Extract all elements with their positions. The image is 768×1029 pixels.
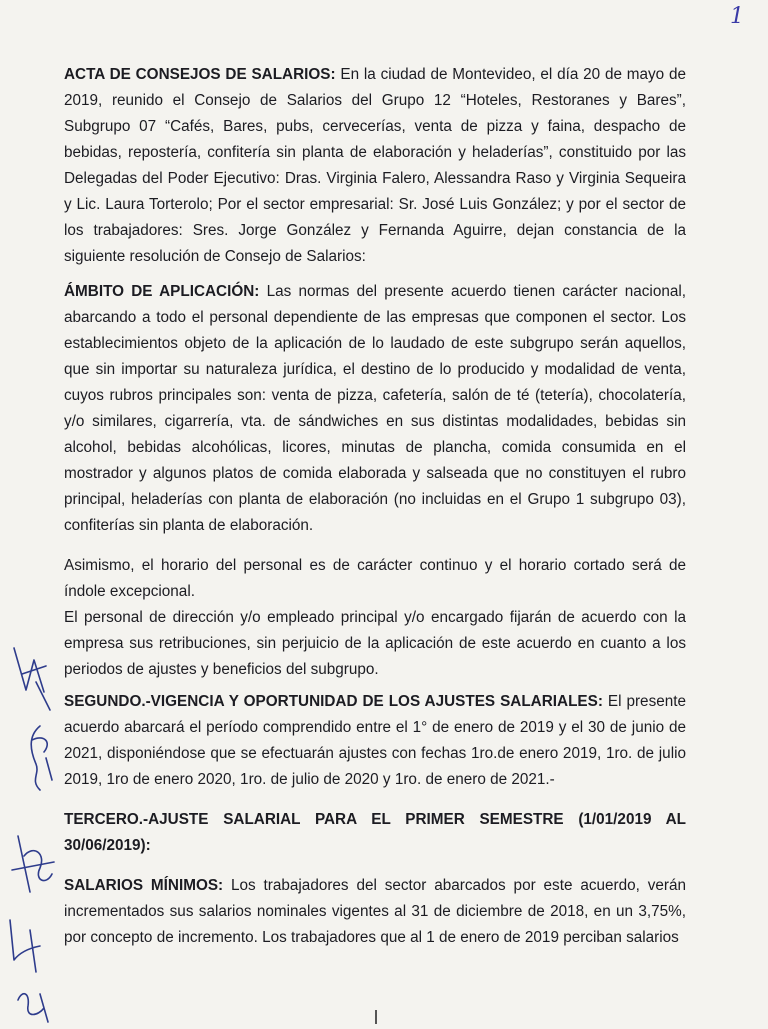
signature-marks-graphic	[0, 630, 64, 1024]
paragraph-personal-direccion	[64, 605, 686, 683]
paragraph-ambito	[64, 279, 686, 539]
paragraph-text: Las normas del presente acuerdo tienen carácter nacional, abarcando a todo el personal dependiente de las empresas que componen el sector. Los establecimientos objeto de la aplicación de lo laudado de este subgrupo serán aquellos, que sin importar su naturaleza jurídica, el destino de lo producido y modalidad de venta, cuyos rubros principales son: venta de pizza, cafetería, salón de té (tetería), chocolatería, y/o similares, cigarrería, vta. de sándwiches en sus distintas modalidades, bebidas sin alcohol, bebidas alcohólicas, licores, minutas de plancha, comida consumida en el mostrador y algunos platos de comida elaborada y salseada que no constituyen el rubro principal, heladerías con planta de elaboración (no incluidas en el Grupo 1 subgrupo 03), confiterías sin planta de elaboración.	[64, 283, 687, 534]
paragraph-heading: TERCERO.-AJUSTE SALARIAL PARA EL PRIMER SEMESTRE (1/01/2019 AL 30/06/2019):	[64, 811, 686, 854]
paragraph-salarios-minimos	[64, 873, 686, 951]
paragraph-text: El personal de dirección y/o empleado principal y/o encargado fijarán de acuerdo con la empresa sus retribuciones, sin perjuicio de la aplicación de este acuerdo en cuanto a los periodos de ajustes y beneficios del subgrupo.	[64, 609, 686, 678]
margin-signatures	[0, 630, 64, 1024]
paragraph-heading: SALARIOS MÍNIMOS:	[64, 877, 224, 894]
signature-stroke-2	[31, 726, 52, 790]
scan-mark	[375, 1010, 377, 1024]
signature-stroke-4	[10, 920, 40, 972]
paragraph-text: Asimismo, el horario del personal es de carácter continuo y el horario cortado será de índole excepcional.	[64, 557, 686, 600]
signature-stroke-1	[14, 648, 50, 710]
paragraph-text: En la ciudad de Montevideo, el día 20 de mayo de 2019, reunido el Consejo de Salarios del Grupo 12 “Hoteles, Restoranes y Bares”, Subgrupo 07 “Cafés, Bares, pubs, cervecerías, venta de pizza y faina, despacho de bebidas, repostería, confitería sin planta de elaboración y heladerías”, constituido por las Delegadas del Poder Ejecutivo: Dras. Virginia Falero, Alessandra Raso y Virginia Sequeira y Lic. Laura Torterolo; Por el sector empresarial: Sr. José Luis González; y por el sector de los trabajadores: Sres. Jorge González y Fernanda Aguirre, dejan constancia de la siguiente resolución de Consejo de Salarios:	[64, 66, 687, 265]
paragraph-horario	[64, 553, 686, 605]
document-body	[64, 62, 686, 951]
paragraph-heading: ÁMBITO DE APLICACIÓN:	[64, 283, 260, 300]
paragraph-tercero	[64, 807, 686, 859]
paragraph-heading: SEGUNDO.-VIGENCIA Y OPORTUNIDAD DE LOS AJUSTES SALARIALES:	[64, 693, 603, 710]
paragraph-acta	[64, 62, 686, 270]
page-number: 1	[730, 4, 744, 29]
paragraph-text: Los trabajadores del sector abarcados por este acuerdo, verán incrementados sus salarios nominales vigentes al 31 de diciembre de 2018, en un 3,75%, por concepto de incremento. Los trabajadores que al 1 de enero de 2019 perciban salarios	[64, 877, 686, 946]
paragraph-text: El presente acuerdo abarcará el período comprendido entre el 1° de enero de 2019 y el 30 de junio de 2021, disponiéndose que se efectuarán ajustes con fechas 1ro.de enero 2019, 1ro. de julio 2019, 1ro de enero 2020, 1ro. de julio de 2020 y 1ro. de enero de 2021.-	[64, 693, 686, 788]
paragraph-segundo	[64, 689, 686, 793]
signature-stroke-3	[12, 836, 54, 892]
paragraph-heading: ACTA DE CONSEJOS DE SALARIOS:	[64, 66, 336, 83]
signature-stroke-5	[18, 994, 48, 1022]
